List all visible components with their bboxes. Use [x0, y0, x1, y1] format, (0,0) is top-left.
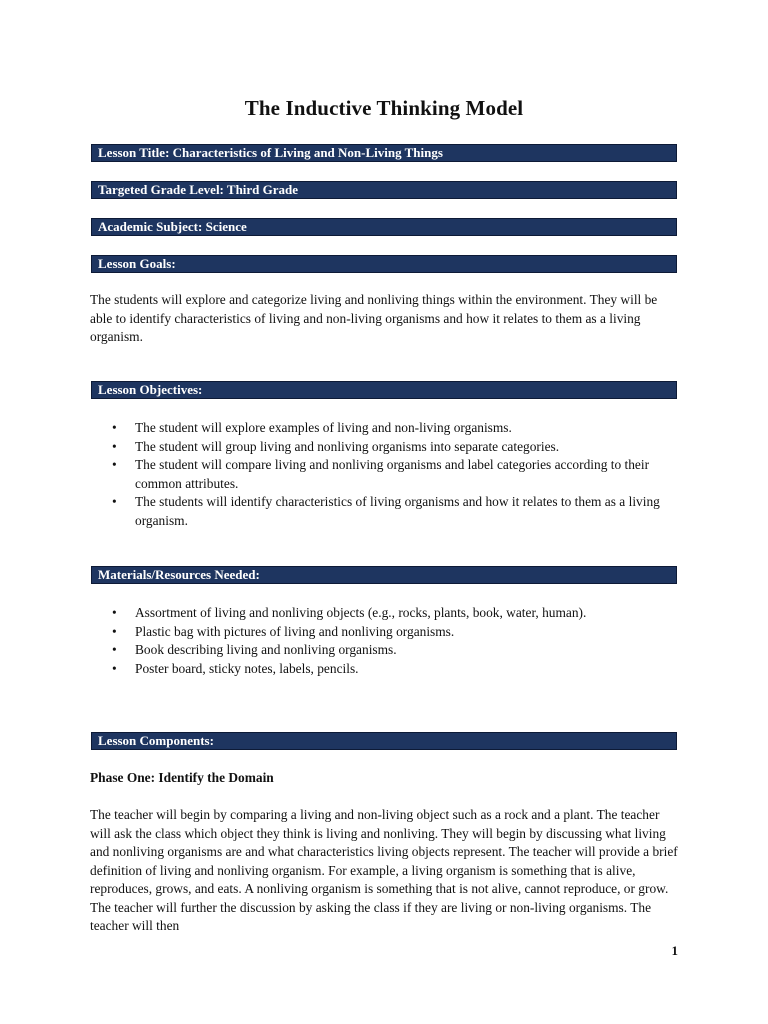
- bullet-icon: •: [112, 438, 117, 454]
- phase-one-heading: Phase One: Identify the Domain: [90, 770, 274, 785]
- goals-paragraph: The students will explore and categorize living and nonliving things within the environment. They will be able to identify characteristics of living and non-living organisms and how it relates to them as a living organism.: [90, 292, 658, 344]
- list-item: • The students will identify characteristics of living organisms and how it relates to them as a living organism.: [112, 494, 660, 528]
- list-item: • Poster board, sticky notes, labels, pencils.: [90, 660, 682, 679]
- bullet-icon: •: [112, 457, 117, 472]
- list-item: • Plastic bag with pictures of living and nonliving organisms.: [90, 623, 682, 642]
- bullet-icon: •: [112, 623, 117, 639]
- page-number: 1: [671, 943, 678, 958]
- list-item: • The student will explore examples of living and non-living organisms.: [90, 419, 682, 438]
- list-item: • The student will group living and nonliving organisms into separate categories.: [90, 438, 682, 457]
- list-item: • The student will compare living and nonliving organisms and label categories according to their common attributes.: [112, 457, 650, 491]
- goals-bar: Lesson Goals:: [91, 255, 677, 273]
- materials-list: [90, 604, 682, 678]
- grade-level-bar: Targeted Grade Level: Third Grade: [91, 181, 677, 199]
- bullet-icon: •: [112, 642, 117, 657]
- bullet-icon: •: [112, 494, 117, 509]
- bullet-icon: •: [112, 660, 117, 676]
- phase-one-paragraph: The teacher will begin by comparing a living and non-living object such as a rock and a plant. The teacher will ask the class which object they think is living and nonliving. They will begin by discussing what living and nonliving organisms are and what characteristics living objects represent. The teacher will provide a brief definition of living and nonliving organism. For example, a living organism is something that is alive, reproduces, grows, and eats. A nonliving organism is something that is not alive, cannot reproduce, or grow. The teacher will further the discussion by asking the class if they are living or non-living organisms. The teacher will then: [90, 807, 678, 933]
- subject-bar: Academic Subject: Science: [91, 218, 677, 236]
- objectives-list: [90, 419, 682, 530]
- document-title: The Inductive Thinking Model: [244, 96, 524, 120]
- bullet-icon: •: [112, 605, 117, 620]
- list-item: • Book describing living and nonliving organisms.: [90, 641, 682, 660]
- components-bar: Lesson Components:: [91, 732, 677, 750]
- list-item: • Assortment of living and nonliving objects (e.g., rocks, plants, book, water, human).: [90, 604, 682, 623]
- lesson-title-bar: Lesson Title: Characteristics of Living and Non-Living Things: [91, 144, 677, 162]
- materials-bar: Materials/Resources Needed:: [91, 566, 677, 584]
- bullet-icon: •: [112, 420, 117, 435]
- objectives-bar: Lesson Objectives:: [91, 381, 677, 399]
